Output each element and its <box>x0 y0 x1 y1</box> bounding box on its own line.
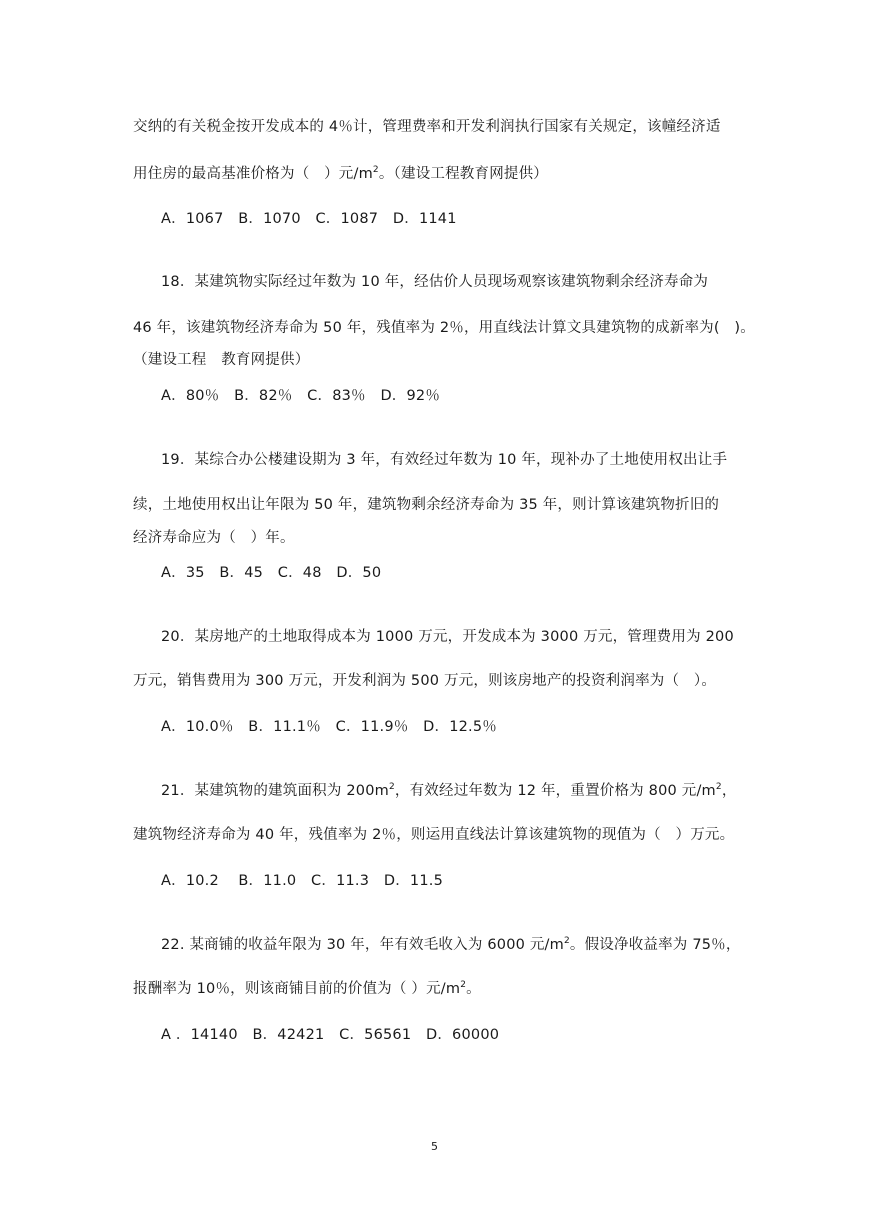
q22-line-1 <box>161 935 741 955</box>
q22-line-2 <box>133 979 481 999</box>
q19-line-1: 19．某综合办公楼建设期为 3 年，有效经过年数为 10 年，现补办了土地使用权出让手 <box>161 452 728 468</box>
q20-options: A．10.0％ B．11.1％ C．11.9％ D．12.5％ <box>161 719 497 735</box>
q19-line-2: 续，土地使用权出让年限为 50 年，建筑物剩余经济寿命为 35 年，则计算该建筑物折旧的 <box>133 497 720 513</box>
q19-options: A．35 B．45 C．48 D．50 <box>161 565 382 581</box>
q21-options: A．10.2 B．11.0 C．11.3 D．11.5 <box>161 873 444 889</box>
page-number: 5 <box>431 1140 438 1153</box>
q17-superscript: 2 <box>372 165 379 176</box>
q22-options: A ．14140 B．42421 C．56561 D．60000 <box>161 1027 500 1043</box>
q19-line-3: 经济寿命应为（ ）年。 <box>133 530 295 546</box>
q17-line-2-tail: 。（建设工程教育网提供） <box>378 166 549 182</box>
q21-superscript-1: 2 <box>388 782 395 793</box>
q22-line-2-b: 。 <box>466 981 481 997</box>
q21-line-1-c: ， <box>721 783 737 799</box>
q21-line-2: 建筑物经济寿命为 40 年，残值率为 2％，则运用直线法计算该建筑物的现值为（ ）万元。 <box>133 827 735 843</box>
q22-line-1-b: 。假设净收益率为 75％， <box>569 937 741 953</box>
q17-options: A．1067 B．1070 C．1087 D．1141 <box>161 211 457 227</box>
q21-superscript-2: 2 <box>715 782 722 793</box>
q22-line-1-a: 22. 某商铺的收益年限为 30 年，年有效毛收入为 6000 元/m <box>161 937 564 953</box>
q21-line-1 <box>161 781 737 801</box>
q18-line-3: （建设工程 教育网提供） <box>133 352 310 368</box>
q21-line-1-a: 21．某建筑物的建筑面积为 200m <box>161 783 389 799</box>
q17-line-2-text: 用住房的最高基准价格为（ ）元/m <box>133 166 373 182</box>
q22-line-2-a: 报酬率为 10％，则该商铺目前的价值为（ ）元/m <box>133 981 461 997</box>
q18-line-2: 46 年，该建筑物经济寿命为 50 年，残值率为 2％，用直线法计算文具建筑物的成新率为( )。 <box>133 320 755 336</box>
q20-line-2: 万元，销售费用为 300 万元，开发利润为 500 万元，则该房地产的投资利润率为（ ）。 <box>133 673 717 689</box>
q17-line-1: 交纳的有关税金按开发成本的 4％计，管理费率和开发利润执行国家有关规定，该幢经济适 <box>133 119 721 135</box>
q18-options: A．80％ B．82％ C．83％ D．92％ <box>161 388 441 404</box>
q18-line-1: 18．某建筑物实际经过年数为 10 年，经估价人员现场观察该建筑物剩余经济寿命为 <box>161 274 709 290</box>
q20-line-1: 20．某房地产的土地取得成本为 1000 万元，开发成本为 3000 万元，管理费用为 200 <box>161 629 734 645</box>
q22-superscript-2: 2 <box>460 980 467 991</box>
q21-line-1-b: ，有效经过年数为 12 年，重置价格为 800 元/m <box>394 783 716 799</box>
q22-superscript-1: 2 <box>563 936 570 947</box>
q17-line-2 <box>133 164 548 184</box>
